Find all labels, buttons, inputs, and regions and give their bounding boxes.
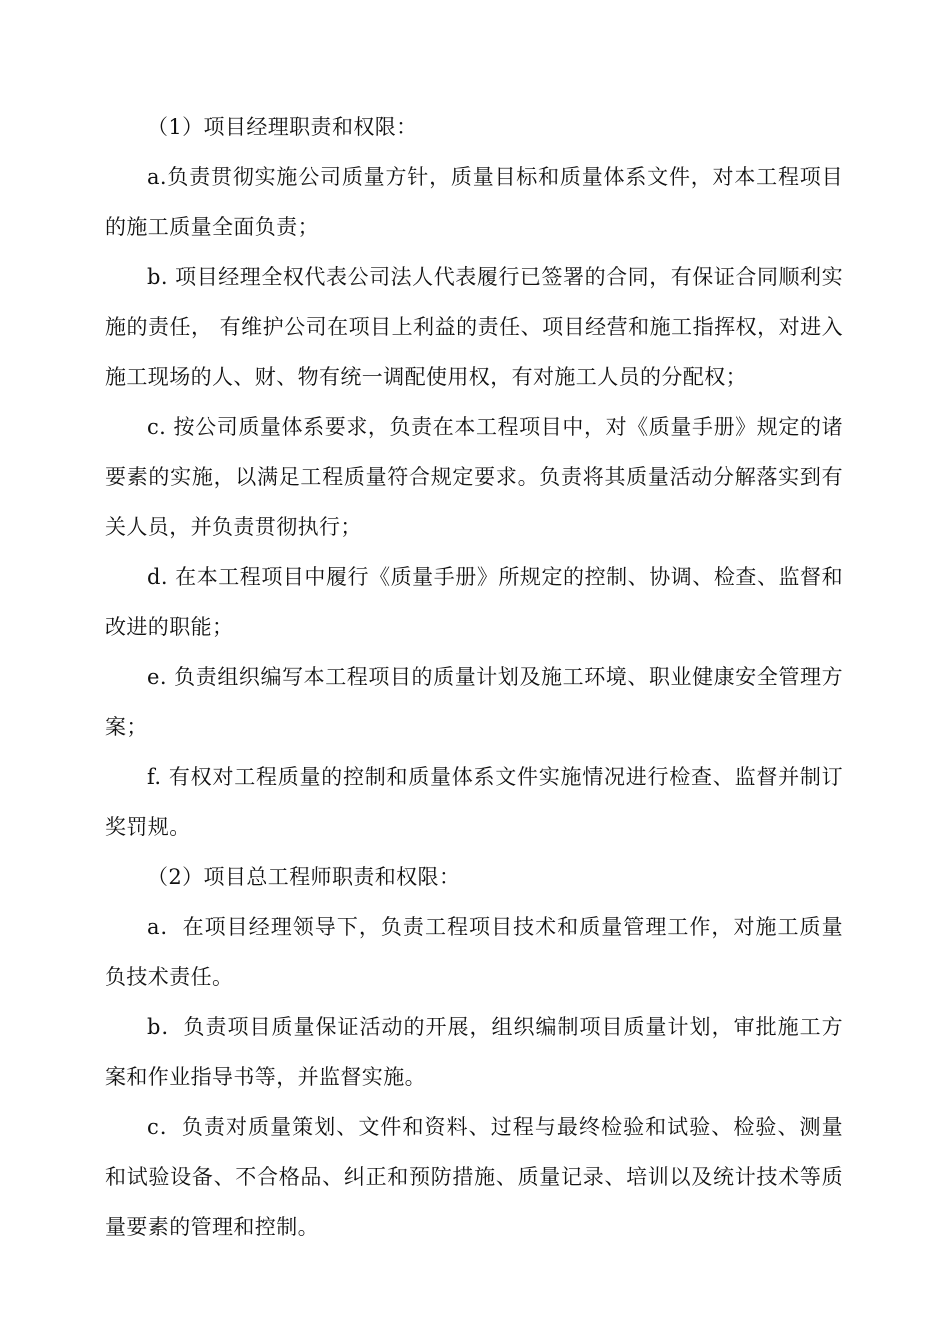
section-2-item-b: b．负责项目质量保证活动的开展，组织编制项目质量计划，审批施工方案和作业指导书等，并监督实施。 <box>105 1015 843 1089</box>
section-1-item-e: e. 负责组织编写本工程项目的质量计划及施工环境、职业健康安全管理方案； <box>105 665 843 739</box>
section-1-item-c: c. 按公司质量体系要求，负责在本工程项目中，对《质量手册》规定的诸要素的实施，以满足工程质量符合规定要求。负责将其质量活动分解落实到有关人员，并负责贯彻执行； <box>105 415 843 539</box>
document-body <box>105 102 843 1252</box>
section-1-heading: （1）项目经理职责和权限： <box>147 115 418 139</box>
section-2-item-a: a．在项目经理领导下，负责工程项目技术和质量管理工作，对施工质量负技术责任。 <box>105 915 843 989</box>
section-2-heading: （2）项目总工程师职责和权限： <box>147 865 461 889</box>
section-1-item-a: a.负责贯彻实施公司质量方针，质量目标和质量体系文件，对本工程项目的施工质量全面负责； <box>105 165 843 239</box>
section-1-item-b: b. 项目经理全权代表公司法人代表履行已签署的合同，有保证合同顺利实施的责任， 有维护公司在项目上利益的责任、项目经营和施工指挥权，对进入施工现场的人、财、物有统一调配使用权，有对施工人员的分配权； <box>105 265 843 389</box>
section-1-item-f: f. 有权对工程质量的控制和质量体系文件实施情况进行检查、监督并制订奖罚规。 <box>105 765 843 839</box>
section-2-item-c: c．负责对质量策划、文件和资料、过程与最终检验和试验、检验、测量和试验设备、不合格品、纠正和预防措施、质量记录、培训以及统计技术等质量要素的管理和控制。 <box>105 1115 843 1239</box>
section-1-item-d: d. 在本工程项目中履行《质量手册》所规定的控制、协调、检查、监督和改进的职能； <box>105 565 843 639</box>
